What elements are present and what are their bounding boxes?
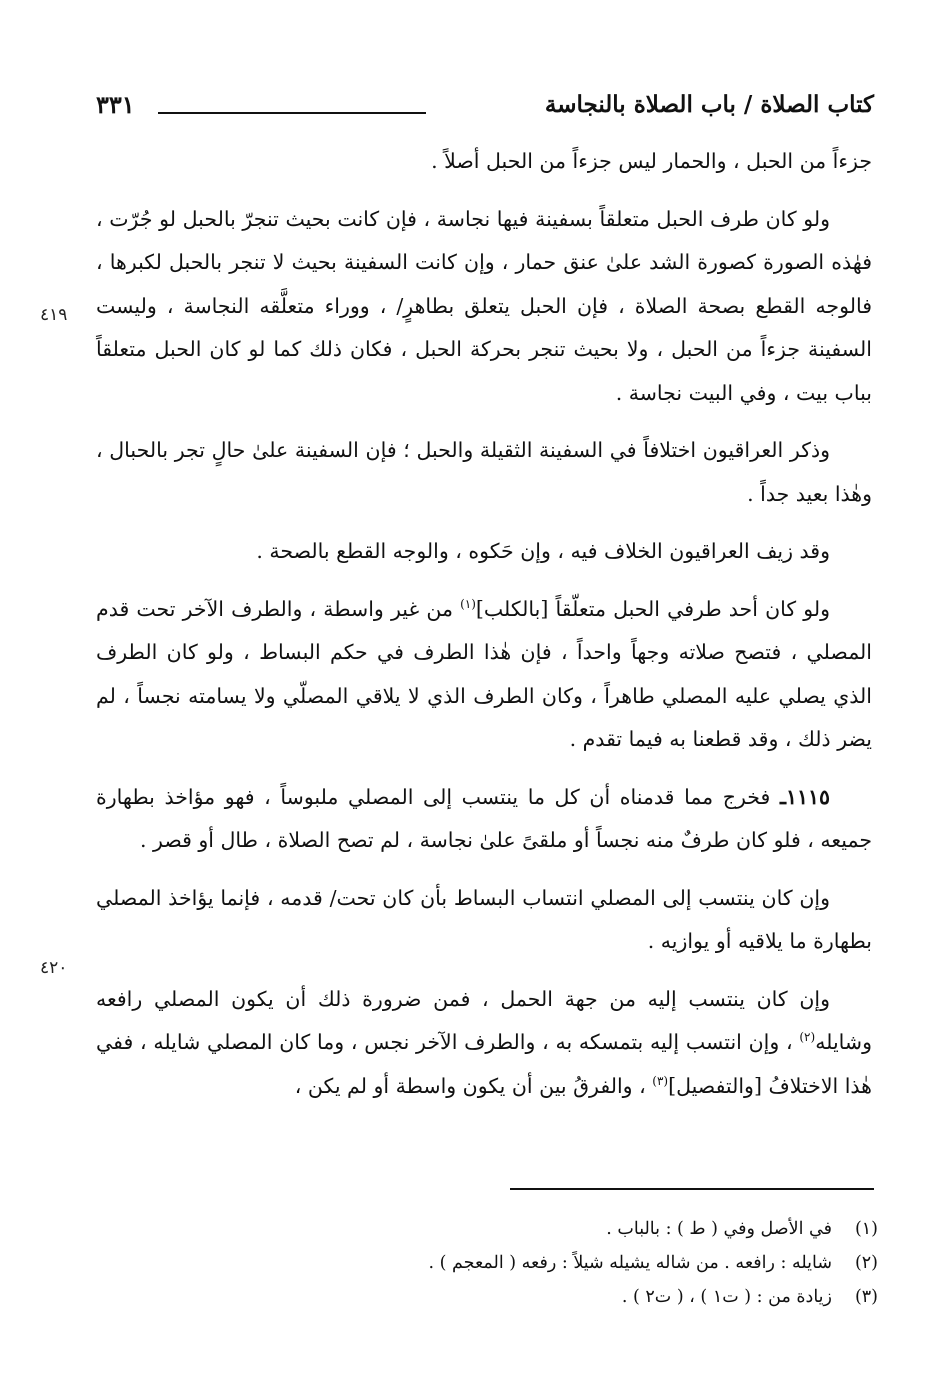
paragraph-text: من غير واسطة ، والطرف الآخر تحت قدم المصلي ، فتصح صلاته وجهاً واحداً ، فإن هٰذا الطرف في حكم البساط ، ولو كان الطرف الذي يصلي عليه المصلي طاهراً ، وكان الطرف الذي لا يلاقي المصلّي ولا يسامته نجساً ، لم يضر ذلك ، وقد قطعنا به فيما تقدم . bbox=[96, 596, 872, 751]
main-text bbox=[96, 140, 872, 1108]
paragraph: ولو كان طرف الحبل متعلقاً بسفينة فيها نجاسة ، فإن كانت بحيث تنجرّ بالحبل لو جُرّت ، فهٰذه الصورة كصورة الشد علىٰ عنق حمار ، وإن كانت السفينة بحيث لا تنجر بالحبل لكبرها ، فالوجه القطع بصحة الصلاة ، فإن الحبل يتعلق بطاهرٍ/ ، ووراء متعلَّقه النجاسة ، وليست السفينة جزءاً من الحبل ، ولا بحيث تنجر بحركة الحبل ، فكان ذلك كما لو كان الحبل متعلقاً بباب بيت ، وفي البيت نجاسة . bbox=[96, 206, 872, 405]
footnote-ref: (٣) bbox=[652, 1073, 669, 1088]
footnote-ref: (٢) bbox=[799, 1030, 816, 1045]
paragraph: وقد زيف العراقيون الخلاف فيه ، وإن حَكوه ، والوجه القطع بالصحة . bbox=[256, 539, 830, 563]
paragraph bbox=[96, 588, 872, 762]
running-header bbox=[96, 88, 874, 124]
footnotes bbox=[96, 1212, 878, 1314]
section-number: ١١١٥ـ bbox=[779, 784, 830, 809]
footnote-number: (٢) bbox=[854, 1253, 878, 1273]
footnote-number: (٣) bbox=[854, 1287, 878, 1307]
margin-page-marker: ٤٢٠ bbox=[40, 958, 68, 978]
paragraph bbox=[96, 776, 872, 863]
footnote-text: زيادة من : ( ت١ ) ، ( ت٢ ) . bbox=[621, 1287, 832, 1307]
footnote-text: في الأصل وفي ( ط ) : بالباب . bbox=[606, 1219, 832, 1239]
footnote-text: شايله : رافعه . من شاله يشيله شيلاً : رفعه ( المعجم ) . bbox=[428, 1253, 832, 1273]
paragraph: وذكر العراقيون اختلافاً في السفينة الثقيلة والحبل ؛ فإن السفينة علىٰ حالٍ تجر بالحبال ، وهٰذا بعيد جداً . bbox=[96, 438, 872, 506]
margin-page-marker: ٤١٩ bbox=[40, 305, 68, 325]
header-rule bbox=[158, 112, 426, 114]
paragraph-text: فخرج مما قدمناه أن كل ما ينتسب إلى المصلي ملبوساً ، فهو مؤاخذ بطهارة جميعه ، فلو كان طرفٌ منه نجساً أو ملقىً علىٰ نجاسة ، لم تصح الصلاة ، طال أو قصر . bbox=[96, 784, 872, 852]
paragraph-text: ولو كان أحد طرفي الحبل متعلّقاً [بالكلب] bbox=[475, 596, 831, 621]
footnote-ref: (١) bbox=[460, 596, 476, 611]
footnote bbox=[96, 1246, 878, 1280]
header-title: كتاب الصلاة / باب الصلاة بالنجاسة bbox=[544, 91, 874, 118]
paragraph bbox=[96, 978, 872, 1109]
footnote bbox=[96, 1280, 878, 1314]
paragraph: وإن كان ينتسب إلى المصلي انتساب البساط بأن كان تحت/ قدمه ، فإنما يؤاخذ المصلي بطهارة ما يلاقيه أو يوازيه . bbox=[96, 885, 872, 953]
paragraph-text: ، والفرقُ بين أن يكون واسطة أو لم يكن ، bbox=[294, 1073, 646, 1098]
paragraph-text: وإن كان ينتسب إليه من جهة الحمل ، فمن ضرورة ذلك أن يكون المصلي رافعه وشايله bbox=[96, 986, 872, 1054]
footnote bbox=[96, 1212, 878, 1246]
footnote-divider bbox=[510, 1188, 874, 1190]
paragraph: جزءاً من الحبل ، والحمار ليس جزءاً من الحبل أصلاً . bbox=[431, 149, 872, 173]
page-number: ٣٣١ bbox=[96, 90, 135, 119]
paragraph-text: ، وإن انتسب إليه بتمسكه به ، والطرف الآخر نجس ، وما كان المصلي شايله ، ففي هٰذا الاختلافُ [والتفصيل] bbox=[96, 1030, 872, 1098]
footnote-number: (١) bbox=[854, 1219, 878, 1239]
